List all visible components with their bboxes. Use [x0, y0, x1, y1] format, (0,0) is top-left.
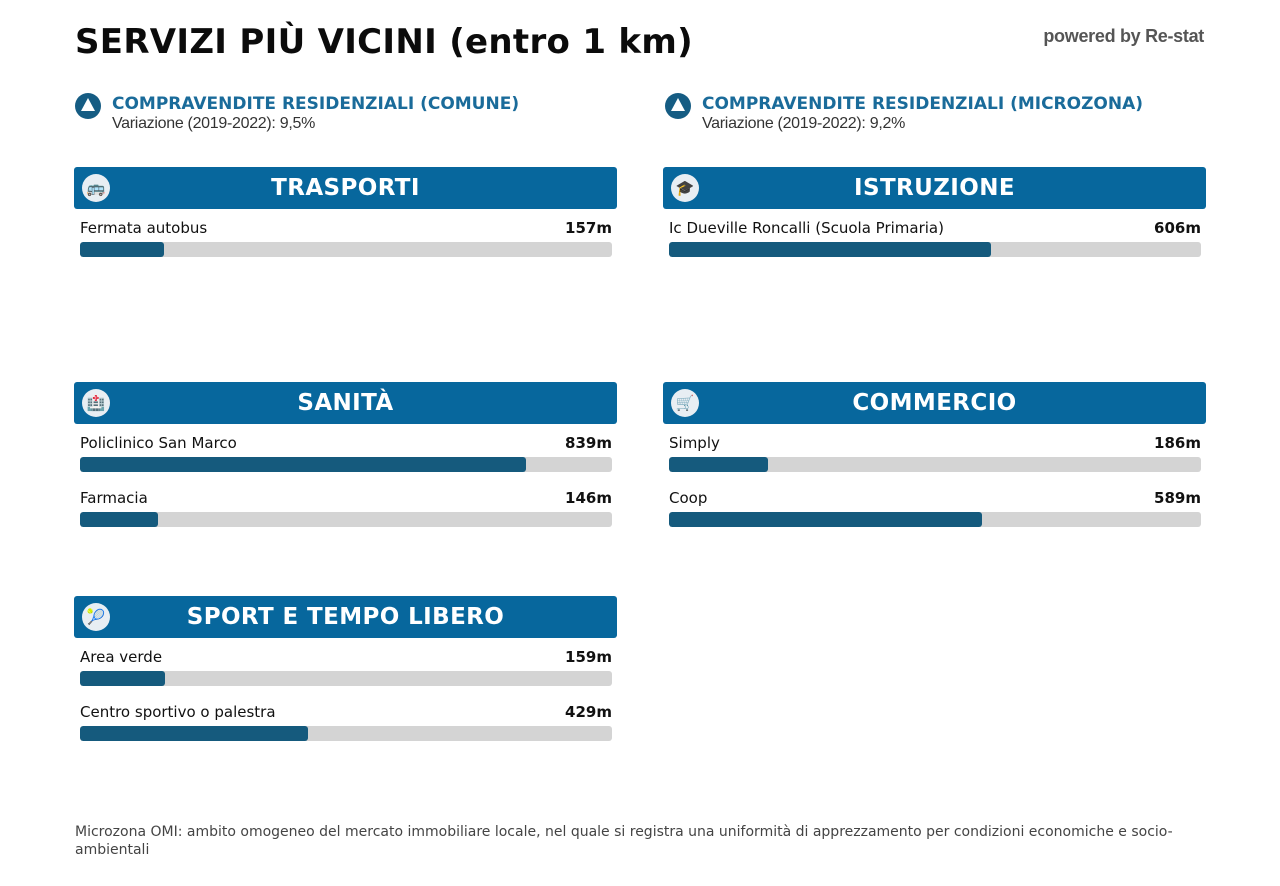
hospital-icon: 🏥: [82, 389, 110, 417]
distance-bar-fill: [80, 512, 158, 527]
stat-comune-title: COMPRAVENDITE RESIDENZIALI (COMUNE): [112, 94, 520, 114]
section-header: [663, 382, 1206, 424]
item-distance: 146m: [565, 489, 612, 507]
list-item: [80, 693, 612, 748]
distance-bar-track: [669, 457, 1201, 472]
tennis-racket-icon: 🎾: [82, 603, 110, 631]
section-trasporti: [74, 167, 617, 264]
item-name: Area verde: [80, 648, 163, 666]
section-header: [74, 167, 617, 209]
item-distance: 839m: [565, 434, 612, 452]
list-item: [80, 209, 612, 264]
item-name: Coop: [669, 489, 708, 507]
section-header: [663, 167, 1206, 209]
distance-bar-fill: [80, 242, 164, 257]
list-item: [80, 424, 612, 479]
distance-bar-track: [669, 512, 1201, 527]
triangle-up-icon: [665, 93, 691, 119]
shopping-cart-icon: 🛒: [671, 389, 699, 417]
distance-bar-fill: [669, 512, 982, 527]
list-item: [80, 479, 612, 534]
triangle-up-icon: [75, 93, 101, 119]
item-name: Fermata autobus: [80, 219, 208, 237]
distance-bar-track: [80, 512, 612, 527]
student-icon: 🎓: [671, 174, 699, 202]
item-name: Farmacia: [80, 489, 148, 507]
item-distance: 429m: [565, 703, 612, 721]
bus-icon: 🚌: [82, 174, 110, 202]
distance-bar-fill: [669, 242, 991, 257]
distance-bar-fill: [80, 726, 308, 741]
section-header: [74, 596, 617, 638]
section-istruzione: [663, 167, 1206, 264]
section-commercio: [663, 382, 1206, 534]
page-title: SERVIZI PIÙ VICINI (entro 1 km): [75, 22, 693, 62]
distance-bar-track: [80, 726, 612, 741]
distance-bar-fill: [80, 457, 526, 472]
distance-bar-track: [80, 457, 612, 472]
list-item: [669, 479, 1201, 534]
distance-bar-track: [80, 671, 612, 686]
distance-bar-fill: [669, 457, 768, 472]
item-distance: 186m: [1154, 434, 1201, 452]
section-title: ISTRUZIONE: [854, 175, 1015, 201]
section-title: SANITÀ: [297, 390, 394, 416]
item-name: Centro sportivo o palestra: [80, 703, 276, 721]
stat-microzona-subtitle: Variazione (2019-2022): 9,2%: [702, 115, 905, 132]
section-title: TRASPORTI: [271, 175, 420, 201]
item-name: Simply: [669, 434, 720, 452]
section-header: [74, 382, 617, 424]
section-sanita: [74, 382, 617, 534]
distance-bar-track: [80, 242, 612, 257]
stat-comune-subtitle: Variazione (2019-2022): 9,5%: [112, 115, 315, 132]
item-distance: 159m: [565, 648, 612, 666]
footnote: Microzona OMI: ambito omogeneo del mercato immobiliare locale, nel quale si registra una uniformità di apprezzamento per condizioni economiche e socio-ambientali: [75, 824, 1173, 858]
item-distance: 589m: [1154, 489, 1201, 507]
item-name: Ic Dueville Roncalli (Scuola Primaria): [669, 219, 944, 237]
list-item: [80, 638, 612, 693]
section-title: COMMERCIO: [852, 390, 1017, 416]
section-sport: [74, 596, 617, 748]
section-title: SPORT E TEMPO LIBERO: [186, 604, 505, 630]
list-item: [669, 209, 1201, 264]
item-distance: 606m: [1154, 219, 1201, 237]
powered-by-logo: powered by Re-stat: [1043, 26, 1204, 46]
item-distance: 157m: [565, 219, 612, 237]
item-name: Policlinico San Marco: [80, 434, 237, 452]
stat-microzona-title: COMPRAVENDITE RESIDENZIALI (MICROZONA): [702, 94, 1144, 114]
list-item: [669, 424, 1201, 479]
distance-bar-track: [669, 242, 1201, 257]
distance-bar-fill: [80, 671, 165, 686]
